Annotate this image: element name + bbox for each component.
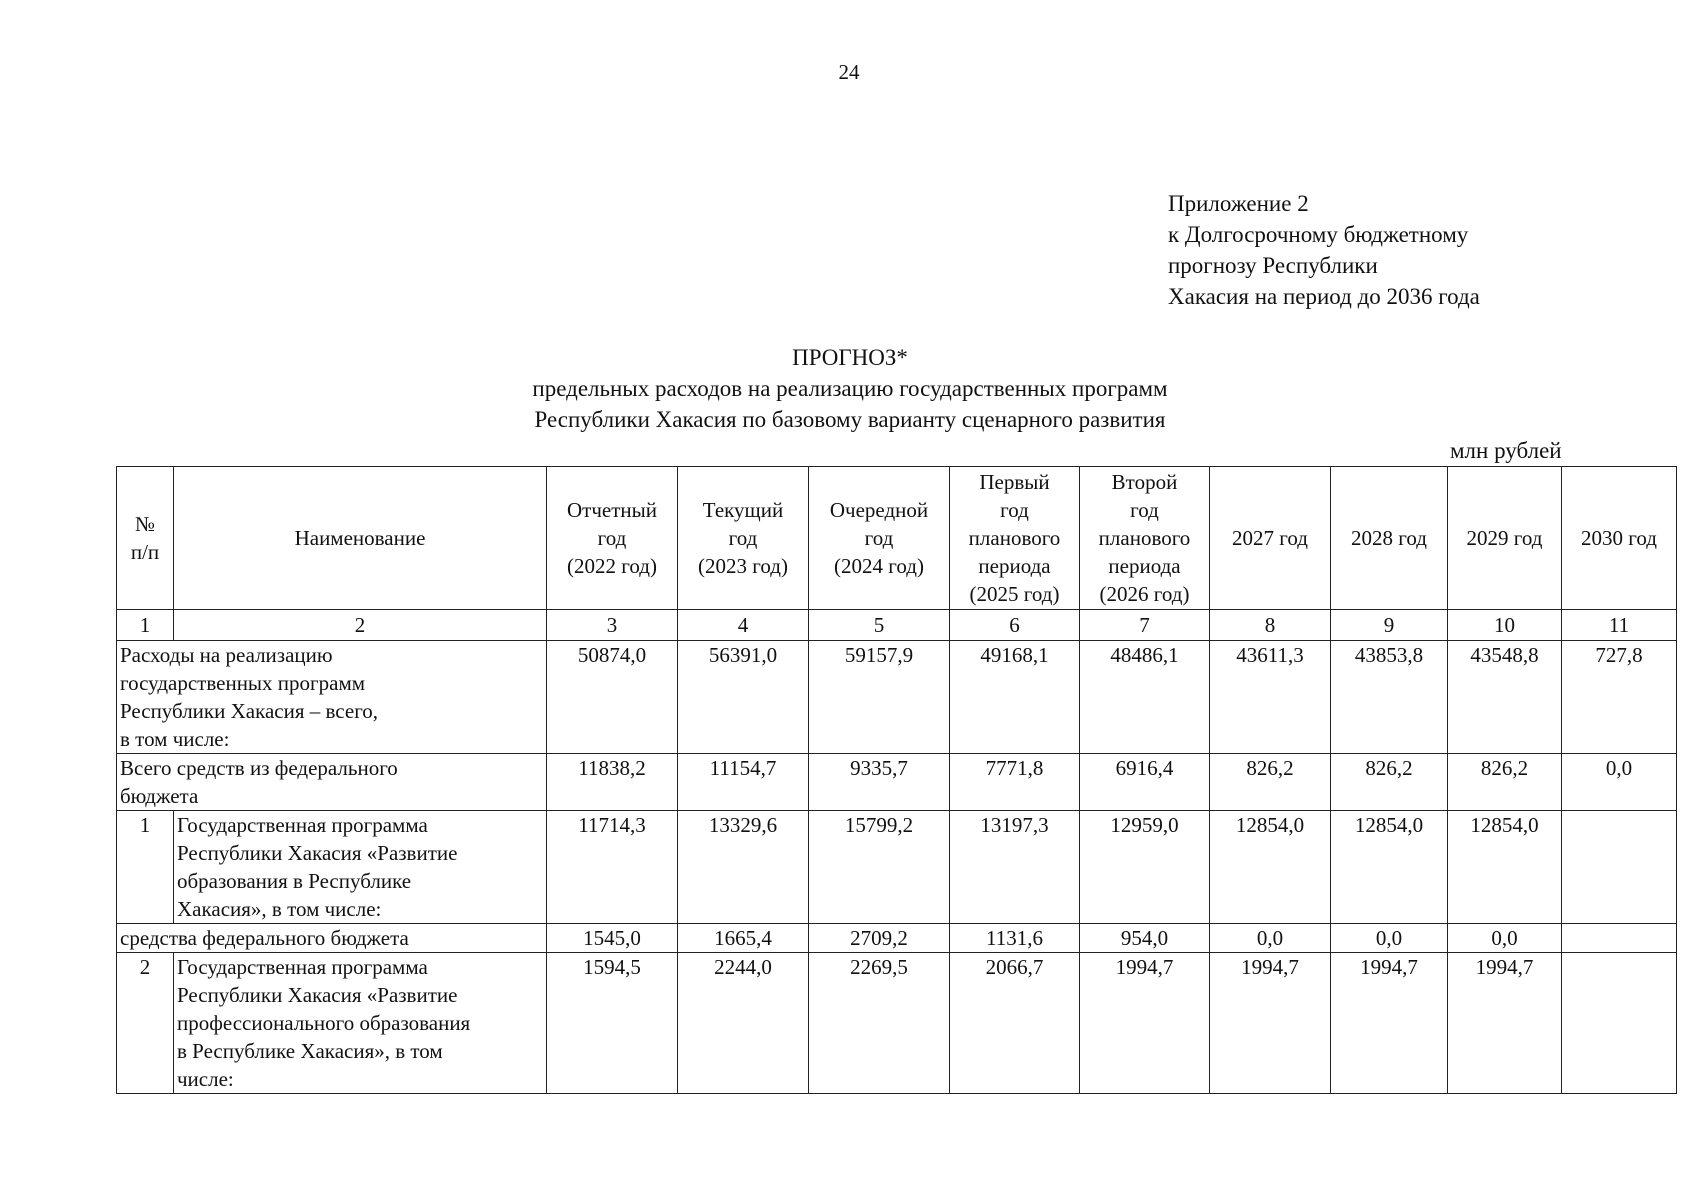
value-cell: 15799,2 xyxy=(809,811,950,924)
table-row xyxy=(117,924,1677,953)
row-name-line: государственных программ xyxy=(120,671,366,695)
column-number: 5 xyxy=(809,610,950,641)
value-cell: 0,0 xyxy=(1210,924,1331,953)
row-name xyxy=(174,953,547,1094)
value-cell: 1665,4 xyxy=(678,924,809,953)
value-cell: 2066,7 xyxy=(950,953,1080,1094)
header-2024: Очередной год (2024 год) xyxy=(809,467,950,610)
row-name-line: Расходы на реализацию xyxy=(120,643,333,667)
header-2027: 2027 год xyxy=(1210,467,1331,610)
header-2029: 2029 год xyxy=(1448,467,1562,610)
value-cell xyxy=(1562,953,1677,1094)
table-row xyxy=(117,641,1677,754)
row-name-line: Республики Хакасия «Развитие xyxy=(177,983,458,1007)
row-name xyxy=(117,641,547,754)
appendix-line: Хакасия на период до 2036 года xyxy=(1168,284,1480,309)
value-cell: 56391,0 xyxy=(678,641,809,754)
value-cell: 2244,0 xyxy=(678,953,809,1094)
table-header-row xyxy=(117,467,1677,610)
value-cell: 12959,0 xyxy=(1080,811,1210,924)
value-cell: 49168,1 xyxy=(950,641,1080,754)
header-name: Наименование xyxy=(174,467,547,610)
value-cell: 12854,0 xyxy=(1331,811,1448,924)
value-cell: 1545,0 xyxy=(547,924,678,953)
row-name-line: Всего средств из федерального xyxy=(120,756,398,780)
header-2025: Первый год планового периода (2025 год) xyxy=(950,467,1080,610)
title-line: предельных расходов на реализацию государственных программ xyxy=(532,376,1168,401)
value-cell: 12854,0 xyxy=(1210,811,1331,924)
value-cell: 50874,0 xyxy=(547,641,678,754)
row-name xyxy=(174,811,547,924)
title-line: Республики Хакасия по базовому варианту сценарного развития xyxy=(534,407,1166,432)
table-row xyxy=(117,754,1677,811)
value-cell: 1594,5 xyxy=(547,953,678,1094)
column-number: 8 xyxy=(1210,610,1331,641)
row-index: 1 xyxy=(117,811,174,924)
row-name-line: Государственная программа xyxy=(177,813,428,837)
row-name-line: образования в Республике xyxy=(177,869,412,893)
value-cell: 11154,7 xyxy=(678,754,809,811)
column-number: 3 xyxy=(547,610,678,641)
column-number: 4 xyxy=(678,610,809,641)
row-name-line: Республики Хакасия «Развитие xyxy=(177,841,458,865)
value-cell: 954,0 xyxy=(1080,924,1210,953)
value-cell: 0,0 xyxy=(1562,754,1677,811)
row-name-line: профессионального образования xyxy=(177,1011,471,1035)
row-name-line: Государственная программа xyxy=(177,955,428,979)
row-name-line: бюджета xyxy=(120,784,199,808)
value-cell: 43611,3 xyxy=(1210,641,1331,754)
value-cell: 2269,5 xyxy=(809,953,950,1094)
column-number: 2 xyxy=(174,610,547,641)
value-cell: 48486,1 xyxy=(1080,641,1210,754)
table-row xyxy=(117,811,1677,924)
column-number: 11 xyxy=(1562,610,1677,641)
row-name-line: Республики Хакасия – всего, xyxy=(120,699,379,723)
appendix-line: прогнозу Республики xyxy=(1168,253,1378,278)
value-cell: 826,2 xyxy=(1448,754,1562,811)
appendix-line: к Долгосрочному бюджетному xyxy=(1168,222,1469,247)
value-cell: 826,2 xyxy=(1210,754,1331,811)
value-cell: 0,0 xyxy=(1331,924,1448,953)
table-body xyxy=(117,641,1677,1094)
value-cell: 9335,7 xyxy=(809,754,950,811)
value-cell: 11838,2 xyxy=(547,754,678,811)
row-name-line: в Республике Хакасия», в том xyxy=(177,1039,443,1063)
column-number: 6 xyxy=(950,610,1080,641)
appendix-note xyxy=(1168,188,1480,312)
value-cell: 0,0 xyxy=(1448,924,1562,953)
value-cell: 11714,3 xyxy=(547,811,678,924)
title-heading: ПРОГНОЗ* xyxy=(792,345,908,370)
header-2023: Текущий год (2023 год) xyxy=(678,467,809,610)
value-cell: 1994,7 xyxy=(1448,953,1562,1094)
row-name xyxy=(117,754,547,811)
table-row xyxy=(117,953,1677,1094)
value-cell: 1994,7 xyxy=(1080,953,1210,1094)
unit-label: млн рублей xyxy=(1450,438,1562,463)
column-number: 10 xyxy=(1448,610,1562,641)
row-name-line: средства федерального бюджета xyxy=(120,926,409,950)
value-cell: 1994,7 xyxy=(1331,953,1448,1094)
column-number: 9 xyxy=(1331,610,1448,641)
header-num: № п/п xyxy=(117,467,174,610)
value-cell: 12854,0 xyxy=(1448,811,1562,924)
value-cell: 43853,8 xyxy=(1331,641,1448,754)
column-number: 7 xyxy=(1080,610,1210,641)
row-name-line: Хакасия», в том числе: xyxy=(177,897,382,921)
value-cell: 6916,4 xyxy=(1080,754,1210,811)
value-cell: 13197,3 xyxy=(950,811,1080,924)
header-2022: Отчетный год (2022 год) xyxy=(547,467,678,610)
row-name xyxy=(117,924,547,953)
value-cell: 1131,6 xyxy=(950,924,1080,953)
column-number-row xyxy=(117,610,1677,641)
column-number: 1 xyxy=(117,610,174,641)
row-name-line: в том числе: xyxy=(120,727,230,751)
value-cell: 43548,8 xyxy=(1448,641,1562,754)
value-cell: 59157,9 xyxy=(809,641,950,754)
header-2028: 2028 год xyxy=(1331,467,1448,610)
value-cell: 1994,7 xyxy=(1210,953,1331,1094)
header-2030: 2030 год xyxy=(1562,467,1677,610)
forecast-table xyxy=(116,466,1677,1094)
appendix-line: Приложение 2 xyxy=(1168,191,1309,216)
value-cell xyxy=(1562,924,1677,953)
value-cell: 826,2 xyxy=(1331,754,1448,811)
page-number: 24 xyxy=(838,60,860,84)
value-cell: 727,8 xyxy=(1562,641,1677,754)
value-cell xyxy=(1562,811,1677,924)
value-cell: 2709,2 xyxy=(809,924,950,953)
row-index: 2 xyxy=(117,953,174,1094)
value-cell: 7771,8 xyxy=(950,754,1080,811)
value-cell: 13329,6 xyxy=(678,811,809,924)
header-2026: Второй год планового периода (2026 год) xyxy=(1080,467,1210,610)
row-name-line: числе: xyxy=(177,1067,234,1091)
document-title xyxy=(290,342,1410,435)
